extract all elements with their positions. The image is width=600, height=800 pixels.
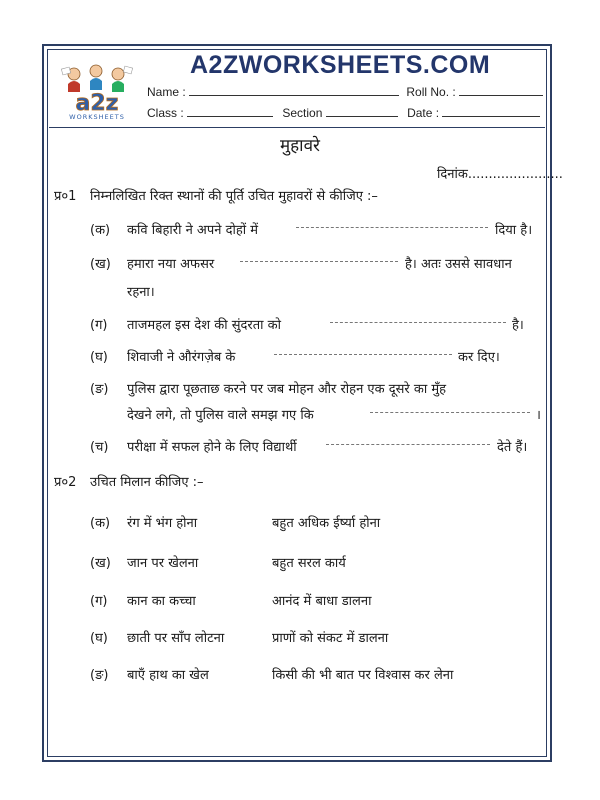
item-marker: (घ)	[90, 631, 108, 646]
item-text-after: है।	[512, 318, 524, 333]
item-text-after: देते हैं।	[497, 440, 528, 455]
item-marker: (घ)	[90, 350, 108, 365]
cartoon-kids-icon	[61, 65, 132, 92]
item-text-before: कवि बिहारी ने अपने दोहों में	[127, 223, 259, 238]
item-marker: (क)	[90, 223, 111, 238]
item-text-after: कर दिए।	[458, 350, 500, 365]
logo-subtext: WORKSHEETS	[69, 113, 125, 121]
dinank-field: दिनांक.......................	[437, 167, 563, 182]
section-field[interactable]	[326, 106, 398, 117]
q2-instruction: उचित मिलान कीजिए :–	[90, 475, 204, 490]
roll-label: Roll No. :	[406, 85, 456, 99]
meaning-text: प्राणों को संकट में डालना	[272, 631, 389, 646]
q1-number: प्र०1	[54, 189, 77, 204]
name-field[interactable]	[189, 85, 399, 96]
meaning-text: किसी की भी बात पर विश्वास कर लेना	[272, 668, 454, 683]
class-section-date-row	[147, 106, 540, 120]
item-text-before: शिवाजी ने औरंगज़ेब के	[127, 350, 236, 365]
item-marker: (ग)	[90, 318, 108, 333]
header-divider	[49, 127, 545, 128]
item-marker: (क)	[90, 516, 111, 531]
fill-blank[interactable]	[330, 313, 506, 323]
item-text-after: ।	[536, 408, 541, 423]
site-title: A2ZWORKSHEETS.COM	[190, 51, 491, 79]
idiom-text: कान का कच्चा	[127, 594, 196, 609]
item-marker: (ख)	[90, 556, 111, 571]
meaning-text: बहुत सरल कार्य	[272, 556, 346, 571]
class-field[interactable]	[187, 106, 273, 117]
item-text-before: देखने लगे, तो पुलिस वाले समझ गए कि	[127, 408, 314, 423]
item-marker: (ङ)	[90, 668, 109, 683]
name-label: Name :	[147, 85, 186, 99]
fill-blank[interactable]	[370, 403, 530, 413]
item-marker: (च)	[90, 440, 109, 455]
item-text-before: परीक्षा में सफल होने के लिए विद्यार्थी	[127, 440, 297, 455]
item-marker: (ग)	[90, 594, 108, 609]
item-text-before: हमारा नया अफसर	[127, 257, 215, 272]
date-field[interactable]	[442, 106, 540, 117]
fill-blank[interactable]	[296, 218, 488, 228]
item-text-before: ताजमहल इस देश की सुंदरता को	[127, 318, 281, 333]
item-text-line1: पुलिस द्वारा पूछताछ करने पर जब मोहन और रोहन एक दूसरे का मुँह	[127, 382, 447, 397]
item-marker: (ख)	[90, 257, 111, 272]
item-text-continued: रहना।	[127, 285, 155, 300]
meaning-text: आनंद में बाधा डालना	[272, 594, 372, 609]
idiom-text: बाएँ हाथ का खेल	[127, 668, 209, 683]
a2z-logo	[56, 62, 138, 122]
idiom-text: छाती पर साँप लोटना	[127, 631, 225, 646]
section-label: Section	[282, 106, 323, 120]
item-text-after: है। अतः उससे सावधान	[405, 257, 512, 272]
item-marker: (ङ)	[90, 382, 109, 397]
meaning-text: बहुत अधिक ईर्ष्या होना	[272, 516, 381, 531]
idiom-text: रंग में भंग होना	[127, 516, 198, 531]
q2-number: प्र०2	[54, 475, 77, 490]
fill-blank[interactable]	[326, 435, 490, 445]
worksheet-title: मुहावरे	[279, 136, 320, 156]
q1-instruction: निम्नलिखित रिक्त स्थानों की पूर्ति उचित मुहावरों से कीजिए :–	[90, 189, 378, 204]
class-label: Class :	[147, 106, 184, 120]
item-text-after: दिया है।	[495, 223, 533, 238]
fill-blank[interactable]	[240, 252, 398, 262]
fill-blank[interactable]	[274, 345, 452, 355]
name-roll-row	[147, 85, 543, 99]
date-label: Date :	[407, 106, 440, 120]
roll-field[interactable]	[459, 85, 543, 96]
idiom-text: जान पर खेलना	[127, 556, 199, 571]
logo-text: a2z	[75, 91, 119, 116]
